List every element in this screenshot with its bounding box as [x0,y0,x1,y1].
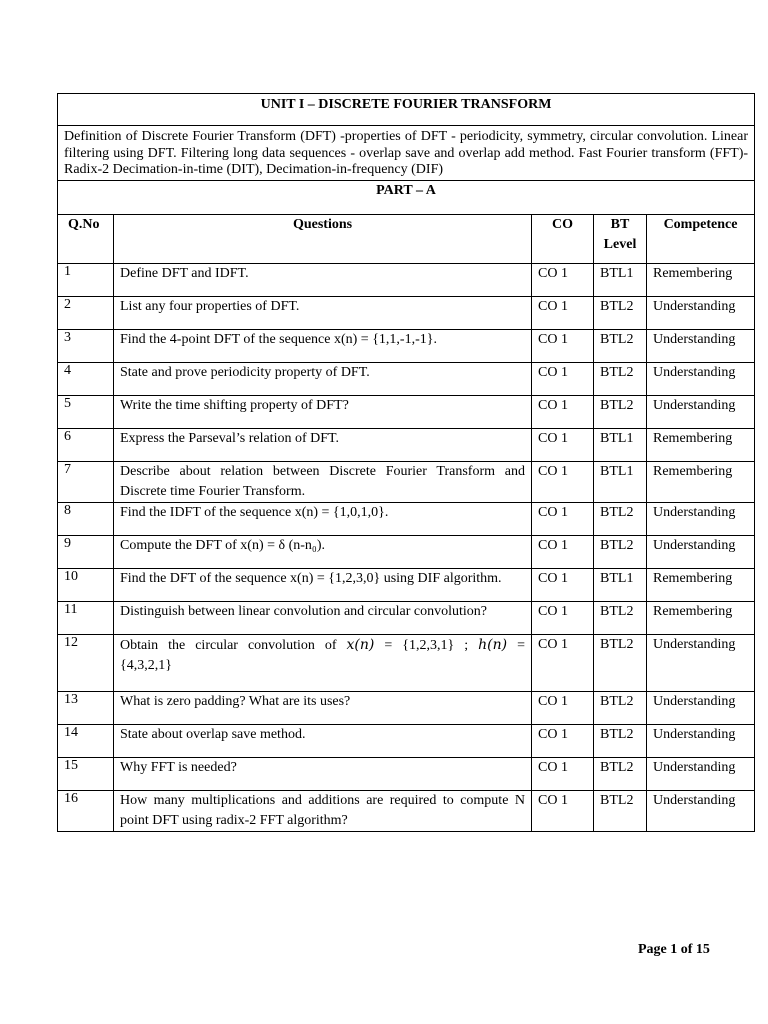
table-row [58,569,755,602]
competence: Remembering [647,602,755,635]
question-text-line [120,635,525,656]
competence: Understanding [647,330,755,363]
question-number: 3 [58,330,114,363]
bt-level: BTL2 [594,297,647,330]
page-number: Page 1 of 15 [638,942,710,957]
question-number: 14 [58,725,114,758]
bt-level: BTL1 [594,429,647,462]
table-row [58,429,755,462]
course-outcome: CO 1 [532,602,594,635]
question-number: 13 [58,692,114,725]
course-outcome: CO 1 [532,758,594,791]
question-number: 11 [58,602,114,635]
competence: Understanding [647,791,755,832]
question-number: 6 [58,429,114,462]
part-label: PART – A [58,181,755,215]
competence: Understanding [647,725,755,758]
competence: Remembering [647,264,755,297]
header-co: CO [532,215,594,264]
course-outcome: CO 1 [532,264,594,297]
course-outcome: CO 1 [532,297,594,330]
question-number: 4 [58,363,114,396]
question-text: Find the IDFT of the sequence x(n) = {1,0,1,0}. [114,503,532,536]
bt-level: BTL2 [594,396,647,429]
bt-level: BTL2 [594,602,647,635]
course-outcome: CO 1 [532,363,594,396]
bt-level: BTL1 [594,264,647,297]
question-text: Define DFT and IDFT. [114,264,532,297]
question-number: 9 [58,536,114,569]
course-outcome: CO 1 [532,791,594,832]
header-bt-level: BT Level [594,215,647,264]
question-number: 12 [58,635,114,692]
question-text: Compute the DFT of x(n) = δ (n-n₀). [114,536,532,569]
question-text: Describe about relation between Discrete Fourier Transform and Discrete time Fourier Transform. [114,462,532,503]
question-text: Distinguish between linear convolution and circular convolution? [114,602,532,635]
question-bank-sheet [57,93,754,832]
table-row [58,692,755,725]
header-qno: Q.No [58,215,114,264]
competence: Understanding [647,503,755,536]
question-number: 8 [58,503,114,536]
table-row [58,791,755,832]
table-row [58,503,755,536]
question-number: 5 [58,396,114,429]
question-text-part: {4,3,2,1} [120,658,172,673]
bt-level: BTL2 [594,536,647,569]
table-row [58,536,755,569]
course-outcome: CO 1 [532,635,594,692]
question-text: Express the Parseval’s relation of DFT. [114,429,532,462]
question-text: Find the DFT of the sequence x(n) = {1,2,3,0} using DIF algorithm. [114,569,532,602]
question-text: What is zero padding? What are its uses? [114,692,532,725]
question-number: 10 [58,569,114,602]
bt-level: BTL2 [594,635,647,692]
competence: Understanding [647,635,755,692]
header-competence: Competence [647,215,755,264]
header-questions: Questions [114,215,532,264]
bt-level: BTL1 [594,569,647,602]
bt-level: BTL2 [594,330,647,363]
course-outcome: CO 1 [532,462,594,503]
question-text-part: = [507,638,525,653]
course-outcome: CO 1 [532,429,594,462]
bt-level: BTL1 [594,462,647,503]
unit-title: UNIT I – DISCRETE FOURIER TRANSFORM [58,94,755,126]
table-row [58,363,755,396]
table-row [58,264,755,297]
competence: Understanding [647,396,755,429]
question-text: List any four properties of DFT. [114,297,532,330]
question-text: Why FFT is needed? [114,758,532,791]
question-text: Write the time shifting property of DFT? [114,396,532,429]
question-text-part: Obtain the circular convolution of [120,638,347,653]
table-row [58,602,755,635]
competence: Understanding [647,363,755,396]
competence: Understanding [647,692,755,725]
question-number: 2 [58,297,114,330]
course-outcome: CO 1 [532,330,594,363]
competence: Understanding [647,758,755,791]
question-text-part: = {1,2,3,1} ; [374,638,479,653]
bt-level: BTL2 [594,363,647,396]
bt-level: BTL2 [594,725,647,758]
question-text: State and prove periodicity property of DFT. [114,363,532,396]
competence: Understanding [647,297,755,330]
course-outcome: CO 1 [532,536,594,569]
question-table [57,93,755,832]
question-text: State about overlap save method. [114,725,532,758]
course-outcome: CO 1 [532,569,594,602]
competence: Remembering [647,569,755,602]
bt-level: BTL2 [594,758,647,791]
table-row [58,725,755,758]
question-text [114,635,532,692]
math-term: x(n) [346,637,375,653]
competence: Remembering [647,429,755,462]
bt-level: BTL2 [594,791,647,832]
bt-level: BTL2 [594,503,647,536]
question-number: 15 [58,758,114,791]
question-text: Find the 4-point DFT of the sequence x(n) = {1,1,-1,-1}. [114,330,532,363]
question-text: How many multiplications and additions are required to compute N point DFT using radix-2 FFT algorithm? [114,791,532,832]
question-number: 16 [58,791,114,832]
course-outcome: CO 1 [532,396,594,429]
table-row [58,462,755,503]
table-row [58,396,755,429]
table-header-row [58,215,755,264]
competence: Understanding [647,536,755,569]
course-outcome: CO 1 [532,503,594,536]
table-row [58,635,755,692]
course-outcome: CO 1 [532,692,594,725]
syllabus-text: Definition of Discrete Fourier Transform (DFT) -properties of DFT - periodicity, symmetry, circular convolution. Linear filtering using DFT. Filtering long data sequences - overlap save and overlap add method. Fast Fourier transform (FFT)- Radix-2 Decimation-in-time (DIT), Decimation-in-frequency (DIF) [58,126,755,181]
math-term: h(n) [478,637,508,653]
bt-level: BTL2 [594,692,647,725]
table-row [58,297,755,330]
table-row [58,758,755,791]
question-number: 7 [58,462,114,503]
question-number: 1 [58,264,114,297]
table-row [58,330,755,363]
competence: Remembering [647,462,755,503]
question-rows [58,264,755,832]
course-outcome: CO 1 [532,725,594,758]
